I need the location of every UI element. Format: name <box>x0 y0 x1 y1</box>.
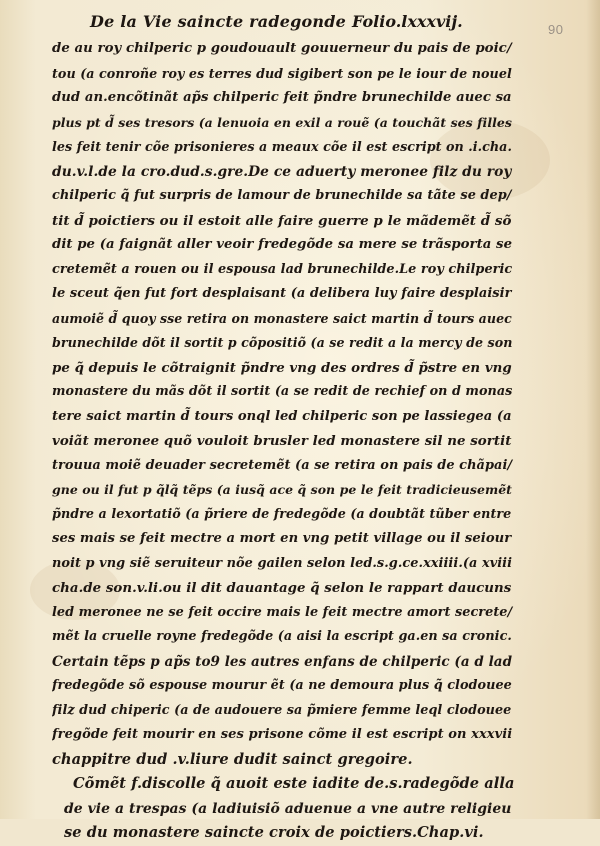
chapter-heading-line: de vie a trespas (a ladiuisiõ aduenue a vne autre religieu <box>64 800 512 817</box>
text-line: dud an.encõtinãt ap̃s chilperic feit p̃ndre brunechilde auec sa <box>52 90 512 105</box>
text-line: les feit tenir cõe prisonieres a meaux cõe il est escript on .i.cha. <box>52 139 512 154</box>
text-line: du.v.l.de la cro.dud.s.gre.De ce aduerty meronee filz du roy <box>52 163 512 180</box>
text-line: aumoiẽ d̃ quoy sse retira on monastere saict martin d̃ tours auec <box>52 310 512 326</box>
text-line: plus pt d̃ ses tresors (a lenuoia en exil a rouẽ (a touchãt ses filles <box>52 114 512 130</box>
text-line: le sceut q̃en fut fort desplaisant (a delibera luy faire desplaisir <box>52 286 512 301</box>
text-line: p̃ndre a lexortatiõ (a p̃riere de fredegõde (a doubtãt tũber entre <box>52 506 512 522</box>
text-line: noit p vng siẽ seruiteur nõe gailen selon led.s.g.ce.xxiiii.(a xviii <box>52 555 513 571</box>
text-line: cha.de son.v.li.ou il dit dauantage q̃ selon le rappart daucuns <box>52 580 512 596</box>
text-line: monastere du mãs dõt il sortit (a se redit de rechief on d monas <box>52 384 513 399</box>
chapter-heading-line: Cõmẽt f.discolle q̃ auoit este iadite de.s.radegõde alla <box>73 775 514 792</box>
running-head-folio: Folio.lxxxvij. <box>352 12 463 31</box>
chapter-heading-line: se du monastere saincte croix de poictiers.Chap.vi. <box>64 824 484 841</box>
page-edge-shadow <box>586 0 600 819</box>
text-line: mẽt la cruelle royne fredegõde (a aisi la escript ga.en sa cronic. <box>52 629 512 644</box>
running-head <box>0 8 600 38</box>
text-line: fregõde feit mourir en ses prisone cõme il est escript on xxxvii <box>52 727 513 742</box>
text-line: led meronee ne se feit occire mais le feit mectre amort secrete/ <box>52 604 513 620</box>
text-line: gne ou il fut p q̃lq̃ tẽps (a iusq̃ ace q̃ son pe le feit tradicieusemẽt <box>52 482 512 497</box>
text-line: brunechilde dõt il sortit p cõpositiõ (a se redit a la mercy de son <box>52 335 513 350</box>
text-line: cretemẽt a rouen ou il espousa lad brunechilde.Le roy chilperic <box>52 261 513 277</box>
folio-pencil-number: 90 <box>548 22 564 37</box>
running-head-title: De la Vie saincte radegonde <box>90 12 346 31</box>
body-text <box>52 37 514 846</box>
text-line: tere saict martin d̃ tours onql led chilperic son pe lassiegea (a <box>52 408 512 424</box>
text-line: dit pe (a faignãt aller veoir fredegõde sa mere se trãsporta se <box>52 237 513 252</box>
text-line: pe q̃ depuis le cõtraignit p̃ndre vng des ordres d̃ p̃stre en vng <box>52 359 512 376</box>
text-line: tit d̃ poictiers ou il estoit alle faire guerre p le mãdemẽt d̃ sõ <box>52 212 512 229</box>
text-line: trouua moiẽ deuader secretemẽt (a se retira on pais de chãpai/ <box>52 457 513 473</box>
text-line: fredegõde sõ espouse mourur ẽt (a ne demoura plus q̃ clodouee <box>52 678 512 693</box>
text-line: chilperic q̃ fut surpris de lamour de brunechilde sa tãte se dep/ <box>52 188 512 203</box>
text-line: de au roy chilperic p goudouault gouuerneur du pais de poic/ <box>52 41 512 56</box>
text-line: ses mais se feit mectre a mort en vng petit village ou il seiour <box>52 531 512 546</box>
text-line: Certain tẽps p ap̃s to9 les autres enfans de chilperic (a d lad <box>52 653 513 670</box>
text-line: filz dud chiperic (a de audouere sa p̃miere femme leql clodouee <box>52 702 512 718</box>
text-line: chappitre dud .v.liure dudit sainct gregoire. <box>52 750 413 768</box>
text-line: voiãt meronee quõ vouloit brusler led monastere sil ne sortit <box>52 433 512 449</box>
text-line: tou (a conroñe roy es terres dud sigibert son pe le iour de nouel <box>52 65 512 81</box>
